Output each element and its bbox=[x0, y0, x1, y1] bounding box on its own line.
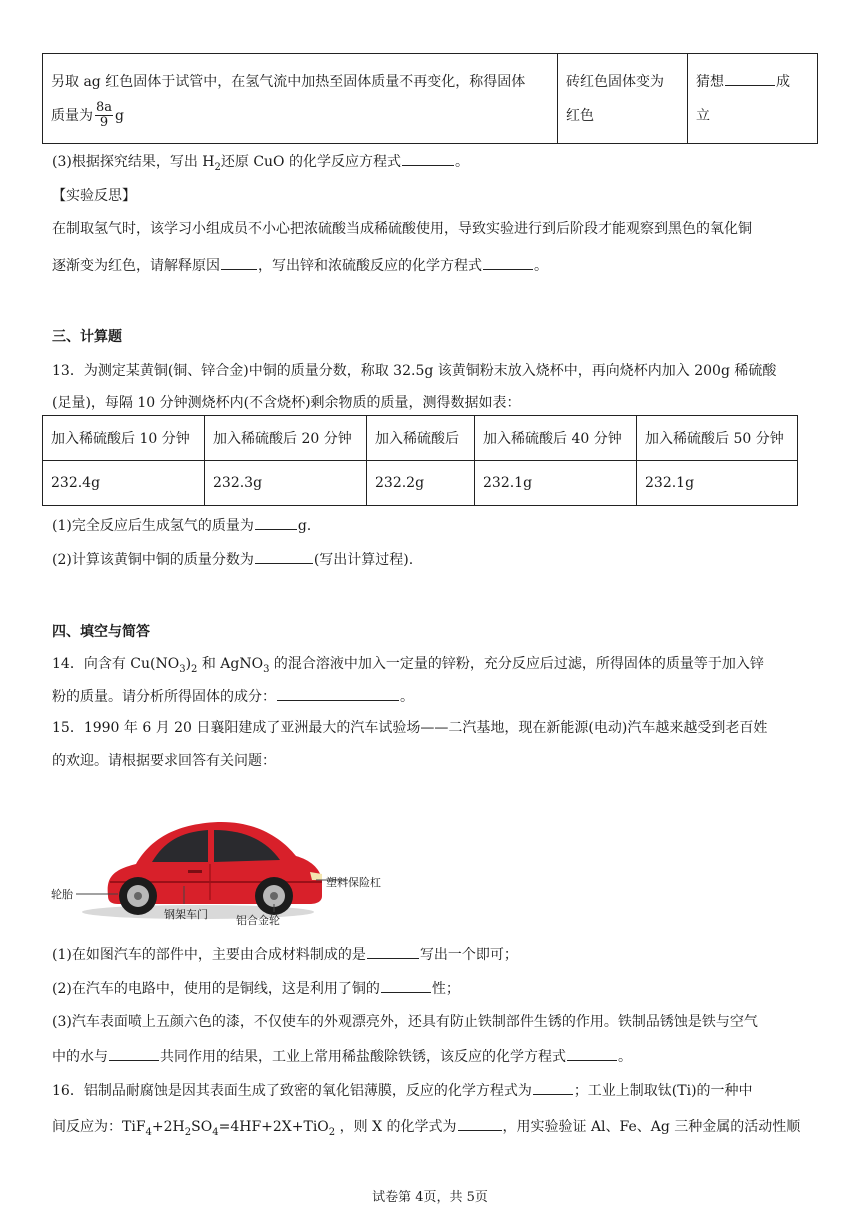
answer-blank[interactable] bbox=[221, 255, 257, 270]
table-header: 加入稀硫酸后 bbox=[367, 416, 475, 461]
answer-blank[interactable] bbox=[567, 1046, 617, 1061]
q15-sub2: (2)在汽车的电路中，使用的是铜线，这是利用了铜的 性； bbox=[52, 978, 812, 999]
q12-sub3: (3)根据探究结果，写出 $H_2$还原 CuO 的化学反应方程式 。 bbox=[52, 151, 812, 178]
q14-line1: 14．向含有 $Cu(NO_3)_2$ 和 AgNO$_3$ 的混合溶液中加入一定量的锌粉，充分反应后过滤，所得固体的质量等于加入锌 bbox=[52, 656, 764, 675]
q16-line1: 16．铝制品耐腐蚀是因其表面生成了致密的氧化铝薄膜，反应的化学方程式为 ；工业上制取钛(Ti)的一种中 bbox=[52, 1080, 812, 1101]
label-bumper: 塑料保险杠 bbox=[326, 876, 381, 889]
reflection-line1: 在制取氢气时，该学习小组成员不小心把浓硫酸当成稀硫酸使用，导致实验进行到后阶段才能观察到黑色的氧化铜 bbox=[52, 221, 752, 237]
reflection-title: 【实验反思】 bbox=[52, 188, 136, 204]
section-3-title: 三、计算题 bbox=[52, 329, 122, 345]
q13-line1: 13．为测定某黄铜(铜、锌合金)中铜的质量分数，称取 32.5g 该黄铜粉末放入烧杯中，再向烧杯内加入 200g 稀硫酸 bbox=[52, 363, 777, 379]
q15-sub1: (1)在如图汽车的部件中，主要由合成材料制成的是 写出一个即可； bbox=[52, 944, 812, 965]
table-cell: 232.1g bbox=[475, 461, 637, 506]
page-footer: 试卷第 4页，共 5页 bbox=[372, 1190, 488, 1205]
answer-blank[interactable] bbox=[255, 515, 297, 530]
cell-phenomenon: 砖红色固体变为 红色 bbox=[558, 54, 688, 144]
answer-blank[interactable] bbox=[458, 1116, 502, 1131]
q14-line2: 粉的质量。请分析所得固体的成分： 。 bbox=[52, 686, 812, 707]
car-illustration bbox=[48, 808, 408, 926]
answer-blank[interactable] bbox=[381, 978, 431, 993]
answer-blank[interactable] bbox=[533, 1080, 573, 1095]
q15-line2: 的欢迎。请根据要求回答有关问题： bbox=[52, 753, 276, 769]
answer-blank[interactable] bbox=[255, 549, 313, 564]
cell-conclusion: 猜想 成 立 bbox=[688, 54, 818, 144]
answer-blank[interactable] bbox=[402, 151, 454, 166]
cell-operation: 另取 ag 红色固体于试管中，在氢气流中加热至固体质量不再变化，称得固体 质量为 $\frac{8a}{9}$ g bbox=[43, 54, 558, 144]
label-wheel: 铝合金轮 bbox=[236, 914, 280, 927]
table-header: 加入稀硫酸后 40 分钟 bbox=[475, 416, 637, 461]
answer-blank[interactable] bbox=[109, 1046, 159, 1061]
experiment-table bbox=[42, 53, 818, 144]
q15-sub3-line1: (3)汽车表面喷上五颜六色的漆，不仅使车的外观漂亮外，还具有防止铁制部件生锈的作用。铁制品锈蚀是铁与空气 bbox=[52, 1014, 758, 1030]
q13-sub1: (1)完全反应后生成氢气的质量为 g. bbox=[52, 515, 812, 536]
label-tire: 轮胎 bbox=[51, 888, 73, 901]
table-cell: 232.2g bbox=[367, 461, 475, 506]
table-header: 加入稀硫酸后 20 分钟 bbox=[205, 416, 367, 461]
reflection-line2: 逐渐变为红色，请解释原因 ，写出锌和浓硫酸反应的化学方程式 。 bbox=[52, 255, 812, 276]
table-header: 加入稀硫酸后 10 分钟 bbox=[43, 416, 205, 461]
answer-blank[interactable] bbox=[483, 255, 533, 270]
table-cell: 232.1g bbox=[637, 461, 798, 506]
table-header: 加入稀硫酸后 50 分钟 bbox=[637, 416, 798, 461]
table-cell: 232.4g bbox=[43, 461, 205, 506]
label-door: 钢架车门 bbox=[164, 908, 208, 921]
table-cell: 232.3g bbox=[205, 461, 367, 506]
car-icon bbox=[48, 808, 408, 926]
section-4-title: 四、填空与简答 bbox=[52, 624, 150, 640]
q15-sub3-line2: 中的水与 共同作用的结果，工业上常用稀盐酸除铁锈，该反应的化学方程式 。 bbox=[52, 1046, 812, 1067]
fraction-8a-9: $\frac{8a}{9}$ bbox=[96, 100, 113, 130]
answer-blank[interactable] bbox=[367, 944, 419, 959]
q15-line1: 15．1990 年 6 月 20 日襄阳建成了亚洲最大的汽车试验场——二汽基地，现在新能源(电动)汽车越来越受到老百姓 bbox=[52, 720, 768, 736]
answer-blank[interactable] bbox=[277, 686, 399, 701]
answer-blank[interactable] bbox=[725, 71, 775, 86]
data-table bbox=[42, 415, 798, 506]
q16-line2: 间反应为：$TiF_4+2H_2SO_4=4HF+2X+TiO_2$ ，则 X 的化学式为 ，用实验验证 Al、Fe、Ag 三种金属的活动性顺 bbox=[52, 1116, 812, 1143]
q13-line2: (足量)，每隔 10 分钟测烧杯内(不含烧杯)剩余物质的质量，测得数据如表： bbox=[52, 395, 521, 411]
q13-sub2: (2)计算该黄铜中铜的质量分数为 (写出计算过程). bbox=[52, 549, 812, 570]
